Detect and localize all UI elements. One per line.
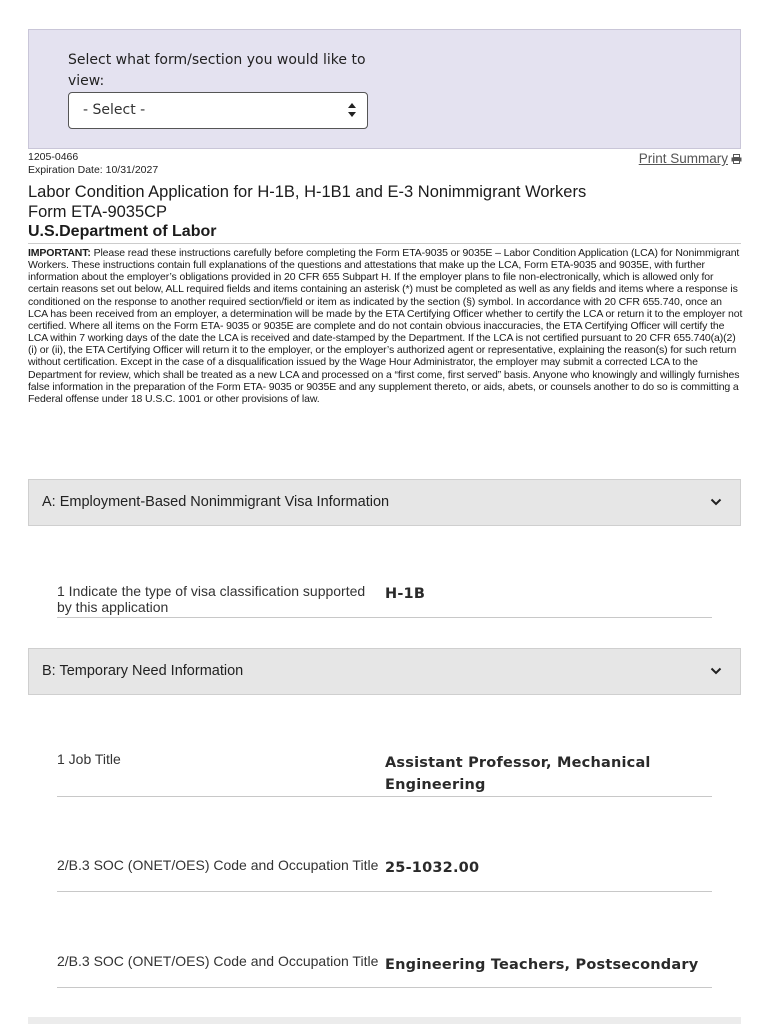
occupation-title-label: 2/B.3 SOC (ONET/OES) Code and Occupation Title [57, 953, 379, 969]
visa-classification-label: 1 Indicate the type of visa classification supported by this application [57, 583, 366, 615]
next-section-accordion[interactable] [28, 1017, 741, 1024]
section-a-title: A: Employment-Based Nonimmigrant Visa Information [42, 494, 390, 510]
section-a-accordion[interactable] [28, 479, 741, 526]
form-section-selector-panel [28, 29, 741, 149]
omb-number: 1205-0466 [28, 151, 79, 163]
chevron-down-icon [710, 667, 722, 675]
select-value: - Select - [83, 102, 146, 118]
field-divider [57, 617, 712, 618]
expiration-date: Expiration Date: 10/31/2027 [28, 164, 159, 176]
section-b-title: B: Temporary Need Information [42, 663, 244, 679]
soc-code-label: 2/B.3 SOC (ONET/OES) Code and Occupation Title [57, 857, 379, 873]
field-divider [57, 891, 712, 892]
selector-label: Select what form/section you would like to view: [68, 52, 366, 89]
soc-code-value: 25-1032.00 [385, 860, 480, 876]
print-summary-label: Print Summary [638, 151, 728, 166]
occupation-title-value: Engineering Teachers, Postsecondary [385, 957, 699, 973]
print-summary-link[interactable] [639, 151, 742, 166]
job-title-label: 1 Job Title [57, 751, 121, 767]
department-name: U.S.Department of Labor [28, 223, 217, 240]
important-instructions [28, 247, 744, 405]
job-title-value: Assistant Professor, Mechanical Engineering [385, 755, 651, 793]
form-number: Form ETA-9035CP [28, 203, 168, 221]
section-b-accordion[interactable] [28, 648, 741, 695]
divider [28, 243, 741, 244]
important-text: Please read these instructions carefully before completing the Form ETA-9035 or 9035E – Labor Condition Application (LCA) for Nonimmigrant Workers. These instructions contain full explanations of the questions and attestations that make up the LCA, Form ETA-9035 and 9035E, with further information about the employer’s obligations provided in 20 CFR 655 Subpart H. If the employer plans to file non-electronically, which is allowed only for certain reasons set out below, ALL required fields and items containing an asterisk (*) must be completed as well as any fields and items where a response is conditioned on the response to another required section/field or item as indicated by the section (§) symbol. In accordance with 20 CFR 655.740, once an LCA has been received from an employer, a determination will be made by the ETA Certifying Officer whether to certify the LCA or return it to the employer not certified. Where all items on the Form ETA- 9035 or 9035E are complete and do not contain obvious inaccuracies, the ETA Certifying Officer will certify the LCA within 7 working days of the date the LCA is received and date-stamped by the Department. If the LCA is not certified pursuant to 20 CFR 655.740(a)(2)(i) or (ii), the ETA Certifying Officer will return it to the employer, or the employer’s authorized agent or representative, explaining the reason(s) for such return without certification. Except in the case of a disqualification issued by the Wage Hour Administrator, the employer may submit a corrected LCA to the Department for review, which shall be treated as a new LCA and processed on a “first come, first served” basis. Anyone who knowingly and willingly furnishes false information in the preparation of the Form ETA- 9035 or 9035E and any supplement thereto, or aids, abets, or counsels another to do so is committing a Federal offense under 18 U.S.C. 1001 or other provisions of law. [28, 247, 743, 405]
page-title: Labor Condition Application for H-1B, H-1B1 and E-3 Nonimmigrant Workers [28, 183, 587, 201]
section-select-dropdown[interactable] [68, 92, 368, 129]
important-lead: IMPORTANT: [28, 247, 91, 259]
visa-classification-value: H-1B [385, 586, 426, 602]
sort-caret-icon [347, 101, 357, 119]
field-divider [57, 796, 712, 797]
chevron-down-icon [710, 498, 722, 506]
printer-icon [731, 154, 742, 164]
field-divider [57, 987, 712, 988]
